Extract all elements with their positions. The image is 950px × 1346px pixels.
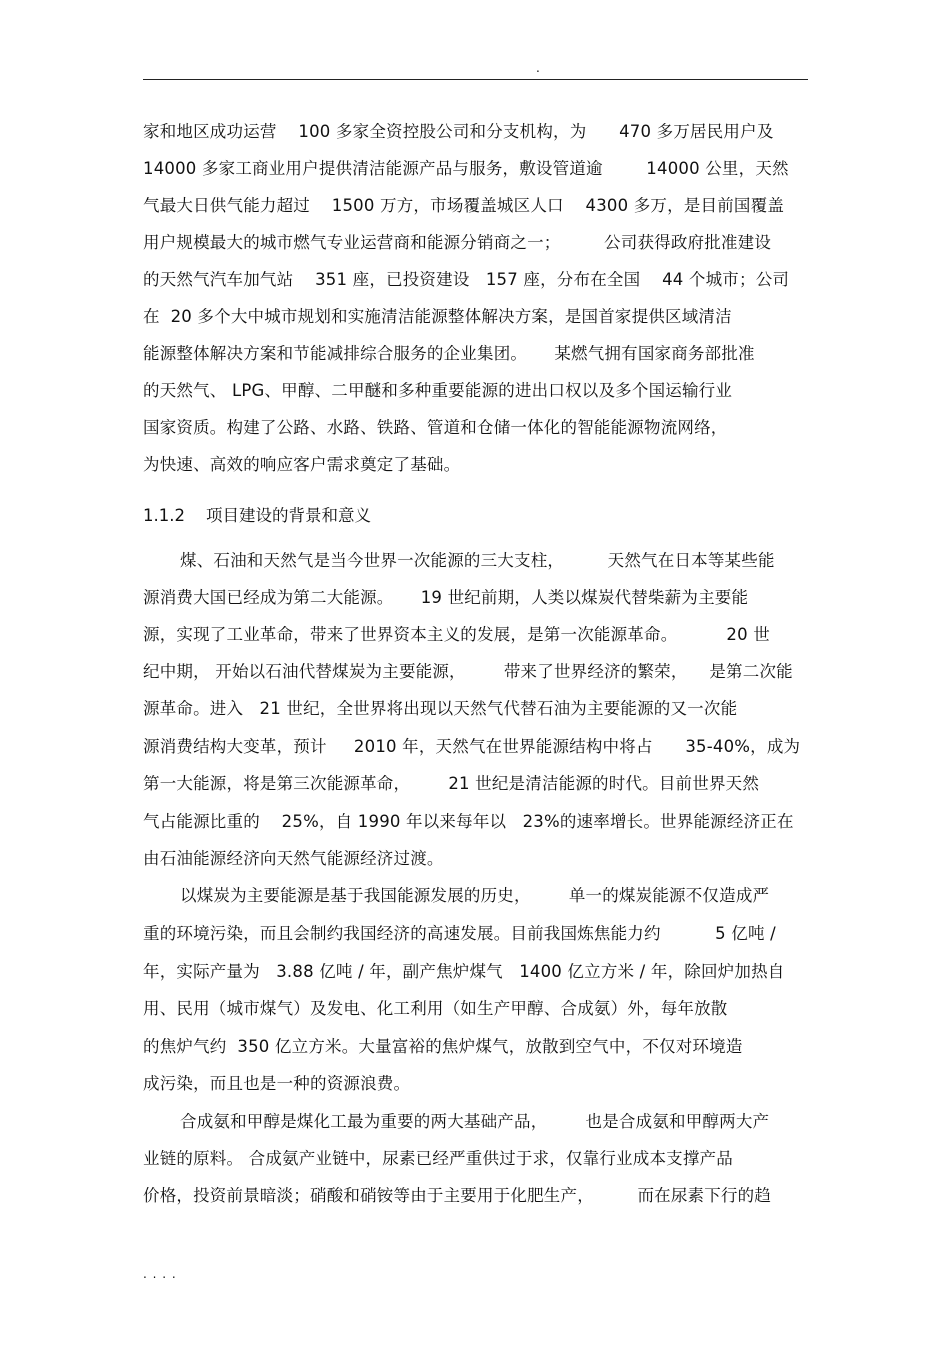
text-line: 14000 多家工商业用户提供清洁能源产品与服务，敷设管道逾 14000 公里，天然: [143, 159, 789, 178]
text-line: 的天然气、 LPG、甲醇、二甲醚和多种重要能源的进出口权以及多个国运输行业: [143, 381, 733, 400]
text-line: 源消费结构大变革，预计 2010 年，天然气在世界能源结构中将占 35-40%，成为: [143, 737, 801, 756]
text-line: 的天然气汽车加气站 351 座，已投资建设 157 座，分布在全国 44 个城市；公司: [143, 270, 790, 289]
text-line: 用户规模最大的城市燃气专业运营商和能源分销商之一； 公司获得政府批准建设: [143, 233, 772, 252]
text-line: 第一大能源，将是第三次能源革命， 21 世纪是清洁能源的时代。目前世界天然: [143, 774, 760, 793]
text-line: 纪中期， 开始以石油代替煤炭为主要能源， 带来了世界经济的繁荣， 是第二次能: [143, 662, 793, 681]
text-line: 源消费大国已经成为第二大能源。 19 世纪前期，人类以煤炭代替柴薪为主要能: [143, 588, 749, 607]
text-line: 以煤炭为主要能源是基于我国能源发展的历史， 单一的煤炭能源不仅造成严: [180, 886, 770, 905]
text-line: 价格，投资前景暗淡；硝酸和硝铵等由于主要用于化肥生产， 而在尿素下行的趋: [143, 1186, 772, 1205]
text-line: 源革命。进入 21 世纪，全世界将出现以天然气代替石油为主要能源的又一次能: [143, 699, 738, 718]
text-line: 能源整体解决方案和节能减排综合服务的企业集团。 某燃气拥有国家商务部批准: [143, 344, 755, 363]
text-line: 气最大日供气能力超过 1500 万方，市场覆盖城区人口 4300 多万，是目前国覆盖: [143, 196, 785, 215]
text-line: 年，实际产量为 3.88 亿吨 / 年，副产焦炉煤气 1400 亿立方米 / 年，除回炉加热自: [143, 962, 785, 981]
text-line: 用、民用（城市煤气）及发电、化工利用（如生产甲醇、合成氨）外，每年放散: [143, 999, 728, 1018]
section-heading: 1.1.2 项目建设的背景和意义: [143, 506, 371, 525]
text-line: 由石油能源经济向天然气能源经济过渡。: [143, 849, 444, 868]
text-line: 在 20 多个大中城市规划和实施清洁能源整体解决方案，是国首家提供区域清洁: [143, 307, 732, 326]
text-line: 成污染，而且也是一种的资源浪费。: [143, 1074, 411, 1093]
footer-mark: . . . .: [143, 1267, 177, 1281]
text-line: 合成氨和甲醇是煤化工最为重要的两大基础产品， 也是合成氨和甲醇两大产: [180, 1112, 770, 1131]
text-line: 煤、石油和天然气是当今世界一次能源的三大支柱， 天然气在日本等某些能: [180, 551, 775, 570]
text-line: 源，实现了工业革命，带来了世界资本主义的发展，是第一次能源革命。 20 世: [143, 625, 770, 644]
header-rule: [143, 79, 808, 80]
text-line: 家和地区成功运营 100 多家全资控股公司和分支机构，为 470 多万居民用户及: [143, 122, 774, 141]
text-line: 业链的原料。 合成氨产业链中，尿素已经严重供过于求，仅靠行业成本支撑产品: [143, 1149, 733, 1168]
text-line: 国家资质。构建了公路、水路、铁路、管道和仓储一体化的智能能源物流网络，: [143, 418, 728, 437]
text-line: 重的环境污染，而且会制约我国经济的高速发展。目前我国炼焦能力约 5 亿吨 /: [143, 924, 776, 943]
header-mark: .: [536, 61, 540, 75]
text-line: 气占能源比重的 25%，自 1990 年以来每年以 23%的速率增长。世界能源经济正在: [143, 812, 794, 831]
text-line: 的焦炉气约 350 亿立方米。大量富裕的焦炉煤气，放散到空气中，不仅对环境造: [143, 1037, 743, 1056]
text-line: 为快速、高效的响应客户需求奠定了基础。: [143, 455, 461, 474]
